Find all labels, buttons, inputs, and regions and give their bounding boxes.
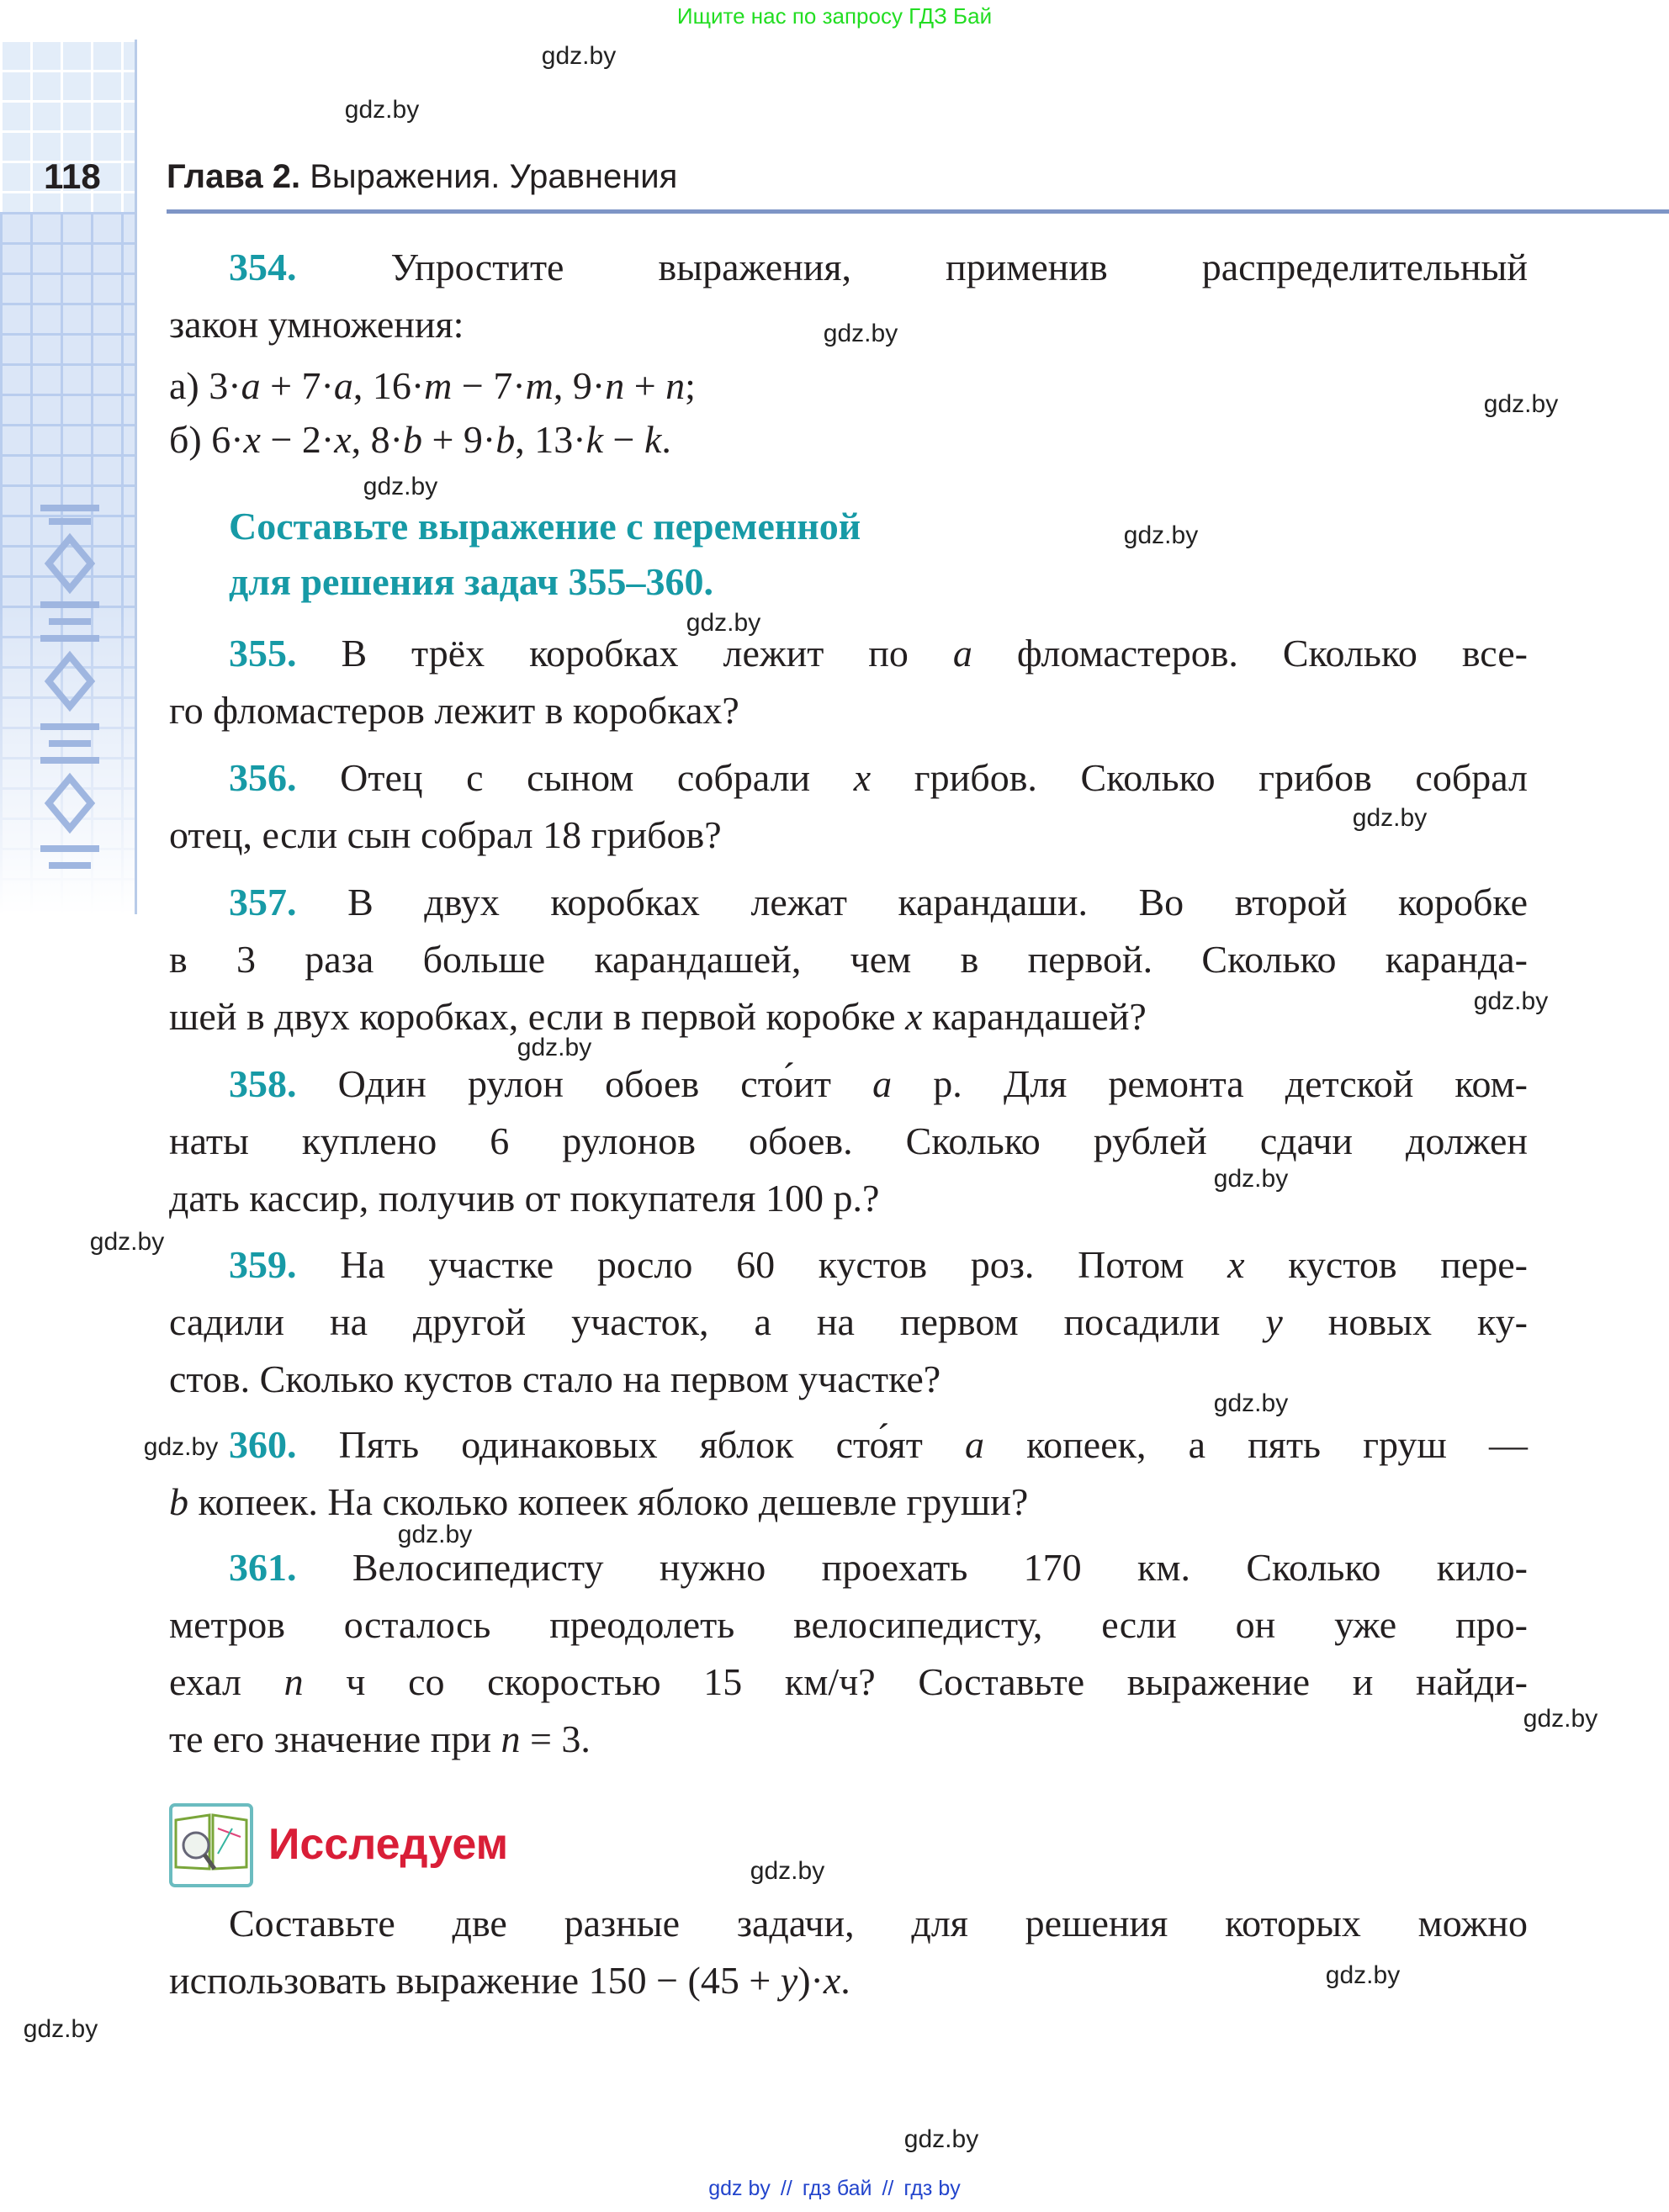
problem-356 — [169, 749, 1528, 864]
problem-number: 360. — [229, 1423, 297, 1466]
text-segment: те его значение при — [169, 1717, 501, 1760]
chapter-title: Выражения. Уравнения — [310, 158, 678, 195]
text-line — [169, 1056, 1528, 1113]
problem-358 — [169, 1056, 1528, 1227]
problem-357 — [169, 874, 1528, 1045]
text-segment: р. Для ремонта детской ком- — [892, 1062, 1528, 1105]
variable: a — [965, 1423, 985, 1466]
text-segment: новых ку- — [1282, 1300, 1528, 1343]
variable: a — [333, 364, 353, 407]
variable: b — [169, 1480, 188, 1523]
text-segment: + — [624, 364, 666, 407]
chapter-header — [167, 158, 677, 196]
text-segment: а) 3· — [169, 364, 241, 407]
text-line — [169, 682, 1528, 739]
watermark: gdz.by — [686, 609, 761, 637]
text-segment: )· — [797, 1959, 824, 2002]
variable: x — [853, 756, 872, 799]
text-segment: копеек. На сколько копеек яблоко дешевле груши? — [188, 1480, 1029, 1523]
watermark: gdz.by — [1213, 1389, 1289, 1417]
text-segment: − — [603, 418, 644, 461]
problem-354 — [169, 239, 1528, 353]
text-line — [169, 1539, 1528, 1596]
text-line — [169, 1711, 1528, 1768]
problem-number: 354. — [229, 246, 297, 288]
text-segment: б) 6· — [169, 418, 244, 461]
variable: x — [1227, 1243, 1245, 1286]
footer-links — [0, 2177, 1669, 2201]
text-line — [169, 1952, 1528, 2009]
variable: m — [424, 364, 453, 407]
text-segment: закон умножения: — [169, 303, 464, 346]
problem-361 — [169, 1539, 1528, 1768]
watermark: gdz.by — [903, 2125, 979, 2153]
text-segment: карандашей? — [922, 995, 1147, 1038]
text-segment: метров осталось преодолеть велосипедисту, если он уже про- — [169, 1603, 1528, 1646]
text-segment: = 3. — [520, 1717, 591, 1760]
text-segment: − 2· — [260, 418, 335, 461]
watermark: gdz.by — [1523, 1705, 1598, 1733]
ornament-icon — [40, 505, 99, 892]
text-segment: В двух коробках лежат карандаши. Во второй коробке — [347, 881, 1529, 923]
footer-link-gdz-bai[interactable]: гдз бай — [802, 2177, 872, 2200]
variable: a — [241, 364, 261, 407]
watermark: gdz.by — [89, 1228, 165, 1256]
text-segment: + 9· — [421, 418, 496, 461]
problem-355 — [169, 625, 1528, 739]
watermark: gdz.by — [23, 2015, 98, 2043]
text-line — [169, 413, 696, 467]
text-line — [169, 296, 1528, 353]
variable: x — [243, 418, 261, 461]
variable: b — [402, 418, 422, 461]
watermark: gdz.by — [750, 1857, 825, 1885]
text-segment: грибов. Сколько грибов собрал — [871, 756, 1529, 799]
text-segment: дать кассир, получив от покупателя 100 р.? — [169, 1177, 880, 1220]
text-line — [169, 1416, 1528, 1474]
text-segment: . — [840, 1959, 850, 2002]
watermark: gdz.by — [1483, 390, 1559, 418]
text-segment: , 9· — [553, 364, 606, 407]
text-segment: отец, если сын собрал 18 грибов? — [169, 813, 722, 856]
text-segment: Отец с сыном собрали — [340, 756, 854, 799]
watermark: gdz.by — [541, 42, 617, 70]
text-line — [169, 1351, 1528, 1408]
text-segment: Составьте две разные задачи, для решения которых можно — [229, 1902, 1528, 1945]
text-segment: В трёх коробках лежит по — [341, 632, 953, 675]
text-segment: ; — [685, 364, 696, 407]
variable: n — [283, 1660, 304, 1703]
variable: m — [525, 364, 554, 407]
variable: x — [334, 418, 352, 461]
watermark: gdz.by — [1123, 521, 1199, 549]
text-line — [169, 239, 1528, 296]
watermark: gdz.by — [363, 473, 438, 500]
text-line — [169, 1294, 1528, 1351]
variable: b — [495, 418, 516, 461]
text-segment: шей в двух коробках, если в первой коробке — [169, 995, 906, 1038]
text-segment: ехал — [169, 1660, 284, 1703]
search-banner[interactable]: Ищите нас по запросу ГДЗ Бай — [676, 3, 993, 29]
footer-separator: // — [882, 2177, 894, 2200]
footer-link-gdz-by-2[interactable]: гдз by — [903, 2177, 961, 2200]
text-segment: наты куплено 6 рулонов обоев. Сколько рублей сдачи должен — [169, 1119, 1528, 1162]
text-segment: , 13· — [515, 418, 586, 461]
problem-number: 361. — [229, 1546, 297, 1589]
text-line — [169, 931, 1528, 988]
research-title: Исследуем — [268, 1820, 509, 1869]
text-line — [169, 1113, 1528, 1170]
watermark: gdz.by — [1325, 1961, 1401, 1989]
text-line — [169, 988, 1528, 1045]
text-line — [169, 874, 1528, 931]
header-divider — [167, 209, 1669, 214]
text-segment: стов. Сколько кустов стало на первом участке? — [169, 1357, 941, 1400]
section-heading-line: Составьте выражение с переменной — [229, 505, 861, 548]
text-line — [169, 359, 696, 413]
text-segment: Один рулон обоев сто́ит — [337, 1062, 873, 1105]
watermark: gdz.by — [1473, 987, 1549, 1015]
text-line — [169, 1895, 1528, 1952]
variable: n — [605, 364, 625, 407]
options-354 — [169, 359, 696, 467]
problem-number: 359. — [229, 1243, 297, 1286]
text-segment: − 7· — [452, 364, 526, 407]
text-segment: кустов пере- — [1244, 1243, 1528, 1286]
text-segment: садили на другой участок, а на первом посадили — [169, 1300, 1266, 1343]
text-segment: Велосипедисту нужно проехать 170 км. Сколько кило- — [352, 1546, 1528, 1589]
text-segment: , 16· — [352, 364, 425, 407]
text-segment: Упростите выражения, применив распределительный — [390, 246, 1528, 288]
research-task — [169, 1895, 1528, 2009]
problem-number: 357. — [229, 881, 297, 923]
text-segment: ч со скоростью 15 км/ч? Составьте выражение и найди- — [303, 1660, 1528, 1703]
section-heading — [229, 499, 861, 610]
section-heading-line: для решения задач 355–360. — [229, 560, 713, 603]
text-line — [169, 1654, 1528, 1711]
problem-number: 358. — [229, 1062, 297, 1105]
variable: n — [501, 1717, 521, 1760]
problem-number: 355. — [229, 632, 297, 675]
watermark: gdz.by — [143, 1433, 219, 1461]
watermark: gdz.by — [344, 96, 420, 124]
variable: k — [585, 418, 603, 461]
watermark: gdz.by — [1352, 804, 1428, 832]
watermark: gdz.by — [823, 320, 898, 347]
text-segment: На участке росло 60 кустов роз. Потом — [340, 1243, 1228, 1286]
book-magnifier-icon — [169, 1803, 253, 1887]
footer-separator: // — [780, 2177, 792, 2200]
variable: n — [665, 364, 686, 407]
page-number: 118 — [44, 156, 101, 196]
watermark: gdz.by — [517, 1034, 592, 1061]
variable: x — [823, 1959, 841, 2002]
problem-360 — [169, 1416, 1528, 1531]
text-line — [169, 749, 1528, 807]
text-segment: го фломастеров лежит в коробках? — [169, 689, 739, 732]
text-line — [169, 1236, 1528, 1294]
problem-359 — [169, 1236, 1528, 1408]
variable: a — [952, 632, 972, 675]
variable: y — [1265, 1300, 1283, 1343]
footer-link-gdz-by[interactable]: gdz by — [708, 2177, 771, 2200]
variable: y — [780, 1959, 798, 2002]
variable: a — [872, 1062, 893, 1105]
text-line — [169, 1474, 1528, 1531]
text-segment: , 8· — [351, 418, 403, 461]
watermark: gdz.by — [397, 1521, 473, 1548]
chapter-label: Глава 2. — [167, 158, 301, 195]
text-line — [169, 1170, 1528, 1227]
text-line — [169, 625, 1528, 682]
text-segment: Пять одинаковых яблок сто́ят — [338, 1423, 966, 1466]
text-line — [169, 807, 1528, 864]
problem-number: 356. — [229, 756, 297, 799]
text-segment: использовать выражение 150 − (45 + — [169, 1959, 781, 2002]
watermark: gdz.by — [1213, 1165, 1289, 1193]
variable: x — [905, 995, 923, 1038]
text-segment: копеек, а пять груш — — [984, 1423, 1528, 1466]
text-line — [169, 1596, 1528, 1654]
variable: k — [644, 418, 662, 461]
text-segment: . — [661, 418, 671, 461]
text-segment: фломастеров. Сколько все- — [972, 632, 1528, 675]
text-segment: + 7· — [260, 364, 334, 407]
text-segment: в 3 раза больше карандашей, чем в первой. Сколько каранда- — [169, 938, 1528, 981]
